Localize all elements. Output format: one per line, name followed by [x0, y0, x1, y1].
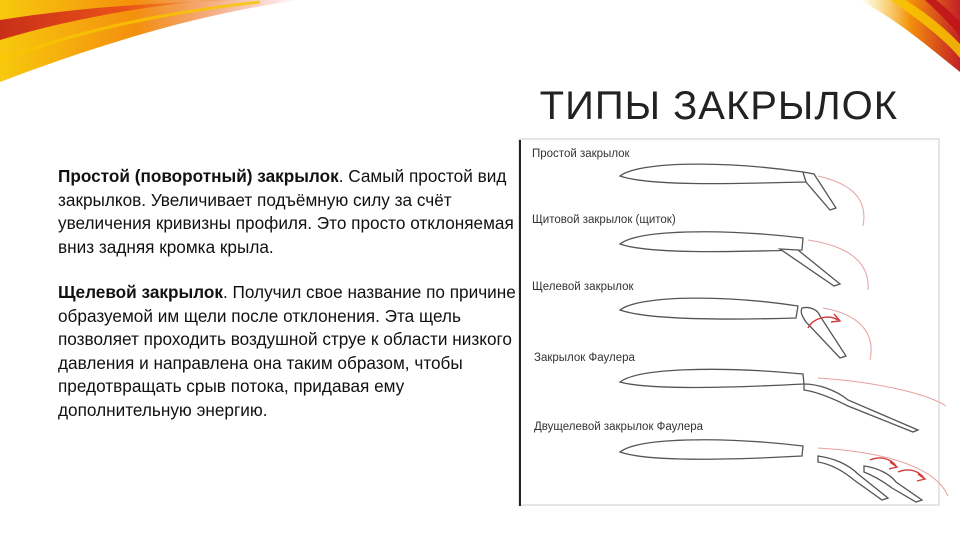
flap-types-figure: [518, 138, 960, 508]
wing-split: [620, 232, 803, 252]
paragraph-plain-flap: [58, 165, 518, 259]
swoosh-top-left: [0, 0, 300, 82]
label-split-flap: Щитовой закрылок (щиток): [532, 214, 676, 226]
description-text: [58, 165, 518, 444]
label-plain-flap: Простой закрылок: [532, 148, 630, 160]
text-slotted-flap: . Получил свое название по причине образуемой им щели после отклонения. Эта щель позволяет проходить воздушной струе к области низкого давления и направлена она таким образом, чтобы предотвращать срыв потока, придавая ему дополнительную энергию.: [58, 282, 516, 420]
label-double-slotted-fowler: Двущелевой закрылок Фаулера: [534, 421, 704, 433]
wing-double-slotted: [620, 440, 803, 460]
paragraph-slotted-flap: [58, 281, 518, 422]
term-slotted-flap: Щелевой закрылок: [58, 282, 223, 302]
term-plain-flap: Простой (поворотный) закрылок: [58, 166, 339, 186]
label-slotted-flap: Щелевой закрылок: [532, 281, 634, 293]
flap-diagram: [518, 138, 960, 508]
text-plain-flap: . Самый простой вид закрылков. Увеличивает подъёмную силу за счёт увеличения кривизны профиля. Это просто отклоняемая вниз задняя кромка крыла.: [58, 166, 514, 257]
swoosh-top-right: [860, 0, 960, 72]
label-fowler-flap: Закрылок Фаулера: [534, 352, 635, 364]
slide-title: ТИПЫ ЗАКРЫЛОК: [539, 84, 898, 128]
